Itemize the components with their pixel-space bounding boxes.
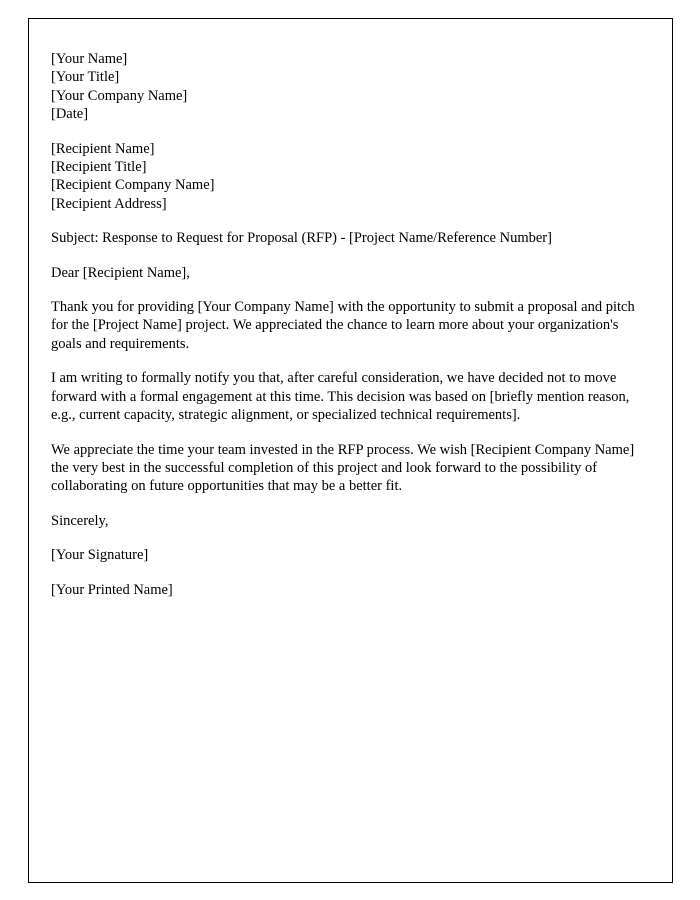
salutation: Dear [Recipient Name], [51,264,190,281]
recipient-company: [Recipient Company Name] [51,177,215,194]
recipient-block [51,140,650,214]
closing: Sincerely, [51,512,109,529]
sender-block [51,50,650,124]
sender-company: [Your Company Name] [51,87,188,104]
recipient-name: [Recipient Name] [51,140,155,157]
sender-title: [Your Title] [51,69,120,86]
recipient-title: [Recipient Title] [51,159,147,176]
recipient-address: [Recipient Address] [51,195,167,212]
printed-name-placeholder: [Your Printed Name] [51,581,173,598]
letter-body [29,19,672,599]
paragraph-thank-you: Thank you for providing [Your Company Name] with the opportunity to submit a proposal and pitch for the [Project Name] project. We appreciated the chance to learn more about your organization's goals and requirements. [51,299,639,352]
paragraph-decision: I am writing to formally notify you that, after careful consideration, we have decided not to move forward with a formal engagement at this time. This decision was based on [briefly mention reason, e.g., current capacity, strategic alignment, or specialized technical requirements]. [51,370,633,424]
sender-name: [Your Name] [51,51,128,67]
signature-placeholder: [Your Signature] [51,547,149,564]
subject-line: Subject: Response to Request for Proposal (RFP) - [Project Name/Reference Number] [51,230,552,247]
letter-date: [Date] [51,106,89,123]
paragraph-well-wishes: We appreciate the time your team invested in the RFP process. We wish [Recipient Company Name] the very best in the successful completion of this project and look forward to the possibility of collaborating on future opportunities that may be a better fit. [51,441,638,495]
letter-page [28,18,673,883]
